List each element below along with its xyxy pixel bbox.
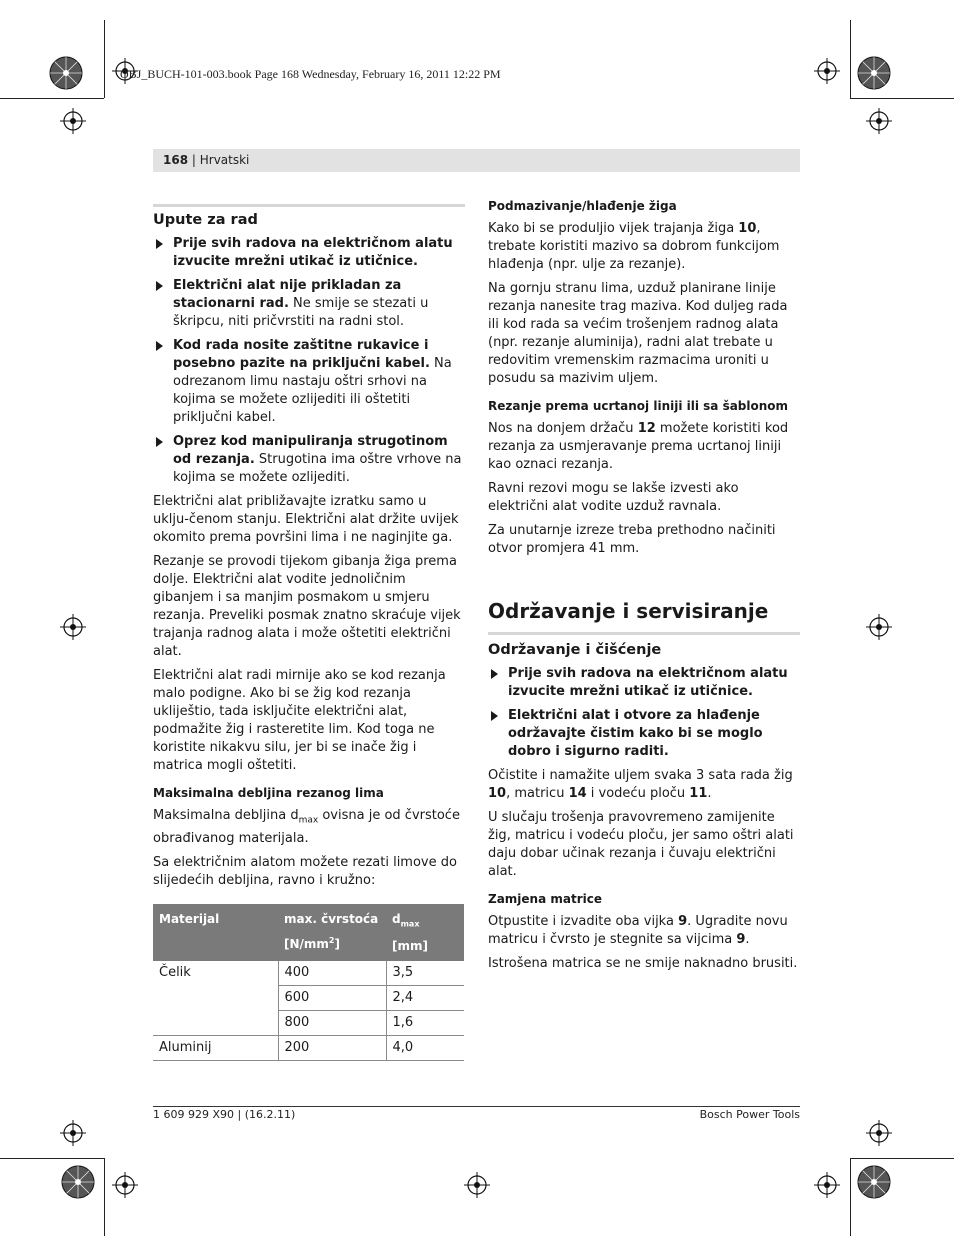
left-column [153,204,465,1061]
page-header [153,149,800,172]
paragraph: Istrošena matrica se ne smije naknadno brusiti. [488,956,798,971]
bullet-bold-text: Oprez kod manipuliranja strugotinom od rezanja. [173,434,448,467]
crosshair-icon [866,614,892,640]
paragraph: Nos na donjem držaču 12 možete koristiti kod rezanja za usmjeravanje prema ucrtanoj liniji kao oznaci rezanja. [488,421,789,472]
cell-strength: 600 [278,985,386,1010]
footer-rule [153,1106,800,1107]
cell-dmax: 3,5 [386,961,464,986]
bullet-bold-text: Prije svih radova na električnom alatu izvucite mrežni utikač iz utičnice. [173,236,453,269]
bullet-text: Ne smije se stezati u škripcu, niti pričvrstiti na radni stol. [173,296,429,329]
registration-target-icon [60,1164,96,1200]
section-rule [153,204,465,207]
book-info-line: OBJ_BUCH-101-003.book Page 168 Wednesday, February 16, 2011 12:22 PM [120,67,501,81]
table-row [153,961,464,986]
crosshair-icon [60,1120,86,1146]
subscript: max [298,815,319,826]
text-run: ovisna je od čvrstoće obrađivanog materijala. [153,808,460,846]
bullet-bold-text: Kod rada nosite zaštitne rukavice i posebno pazite na priključni kabel. [173,338,430,371]
paragraph: Kako bi se produljio vijek trajanja žiga 10, trebate koristiti mazivo sa dobrom funkcijom hlađenja (npr. ulje za rezanje). [488,221,780,272]
cell-strength: 400 [278,961,386,986]
right-column [488,198,800,979]
crosshair-icon [464,1172,490,1198]
bullet-triangle-icon [156,239,163,249]
bullet-triangle-icon [156,437,163,447]
paragraph: U slučaju trošenja pravovremeno zamijenite žig, matricu i vodeću ploču, jer samo oštri alati daju dobar učinak rezanja i čuvaju električni alat. [488,810,794,879]
footer-doc-number: 1 609 929 X90 | (16.2.11) [153,1108,296,1121]
safety-bullet [488,665,800,701]
page-number: 168 [163,153,189,167]
subtitle-lubrication: Podmazivanje/hlađenje žiga [488,199,677,213]
cell-dmax: 1,6 [386,1010,464,1035]
crosshair-icon [866,1120,892,1146]
paragraph: Otpustite i izvadite oba vijka 9. Ugradite novu matricu i čvrsto je stegnite sa vijcima 9. [488,914,788,947]
crosshair-icon [60,614,86,640]
cell-material: Aluminij [153,1035,278,1060]
paragraph: Električni alat približavajte izratku samo u uklju-čenom stanju. Električni alat držite uvijek okomito prema površini lima i ne naginjite ga. [153,494,459,545]
safety-bullet [153,277,465,331]
paragraph: Sa električnim alatom možete rezati limove do slijedećih debljina, ravno i kružno: [153,854,457,888]
cell-strength: 800 [278,1010,386,1035]
crosshair-icon [814,1172,840,1198]
crosshair-icon [814,58,840,84]
registration-target-icon [856,1164,892,1200]
bullet-triangle-icon [156,281,163,291]
safety-bullet [153,235,465,271]
bullet-bold-text: Prije svih radova na električnom alatu izvucite mrežni utikač iz utičnice. [508,666,788,699]
crosshair-icon [112,1172,138,1198]
registration-target-icon [48,55,84,91]
bullet-text: Strugotina ima oštre vrhove na kojima se možete ozlijediti. [173,452,462,485]
paragraph: Očistite i namažite uljem svaka 3 sata rada žig 10, matricu 14 i vodeću ploču 11. [488,768,793,801]
cell-dmax: 4,0 [386,1035,464,1060]
bullet-triangle-icon [156,341,163,351]
header-strength: max. čvrstoća $[N/mm^2]$ [278,904,386,961]
table-row [153,1035,464,1060]
paragraph [153,807,465,848]
paragraph: Ravni rezovi mogu se lakše izvesti ako električni alat vodite uzduž ravnala. [488,481,739,514]
bullet-bold-text: Električni alat nije prikladan za stacionarni rad. [173,278,402,311]
header-material: Materijal [153,904,278,961]
safety-bullet [488,707,800,761]
header-language: Hrvatski [199,153,250,167]
paragraph: Za unutarnje izreze treba prethodno načiniti otvor promjera 41 mm. [488,523,776,556]
cell-material: Čelik [153,961,278,1036]
subtitle-cutting-line: Rezanje prema ucrtanoj liniji ili sa šablonom [488,399,789,413]
header-dmax: $d_{max}$ [mm] [386,904,464,961]
section-title-cleaning: Održavanje i čišćenje [488,642,662,658]
safety-bullet [153,337,465,427]
text-run: Maksimalna debljina d [153,808,299,823]
bullet-text: Na odrezanom limu nastaju oštri srhovi na kojima se možete ozlijediti ili oštetiti priključni kabel. [173,356,452,425]
cell-strength: 200 [278,1035,386,1060]
thickness-table [153,904,464,1061]
crosshair-icon [60,108,86,134]
subtitle-max-thickness: Maksimalna debljina rezanog lima [153,786,384,800]
paragraph: Rezanje se provodi tijekom gibanja žiga prema dolje. Električni alat vodite jednoličnim gibanjem i sa manjim posmakom u smjeru rezanja. Preveliki posmak znatno skraćuje vijek trajanja radnog alata i može oštetiti električni alat. [153,554,461,659]
section-rule [488,632,800,635]
chapter-title-maintenance: Održavanje i servisiranje [488,599,769,623]
paragraph: Električni alat radi mirnije ako se kod rezanja malo podigne. Ako bi se žig kod rezanja ukliještio, tada isključite električni alat, podmažite žig i rasteretite lim. Kod toga ne koristite nikakvu silu, jer bi se inače žig i matrica mogli oštetiti. [153,668,446,773]
cell-dmax: 2,4 [386,985,464,1010]
bullet-triangle-icon [491,669,498,679]
section-title-instructions: Upute za rad [153,212,258,228]
paragraph: Na gornju stranu lima, uzduž planirane linije rezanja nanesite trag maziva. Kod duljeg rada ili kod rada sa većim trošenjem radnog alata (npr. rezanje aluminija), radni alat trebate u redovitim vremenskim razmacima uroniti u posudu sa mazivim uljem. [488,281,788,386]
crosshair-icon [866,108,892,134]
header-separator: | [188,153,200,167]
registration-target-icon [856,55,892,91]
safety-bullet [153,433,465,487]
bullet-bold-text: Električni alat i otvore za hlađenje održavajte čistim kako bi se moglo dobro i sigurno raditi. [508,708,763,759]
bullet-triangle-icon [491,711,498,721]
subtitle-die-replacement: Zamjena matrice [488,892,602,906]
footer-brand: Bosch Power Tools [699,1108,800,1121]
table-header-row [153,904,464,961]
